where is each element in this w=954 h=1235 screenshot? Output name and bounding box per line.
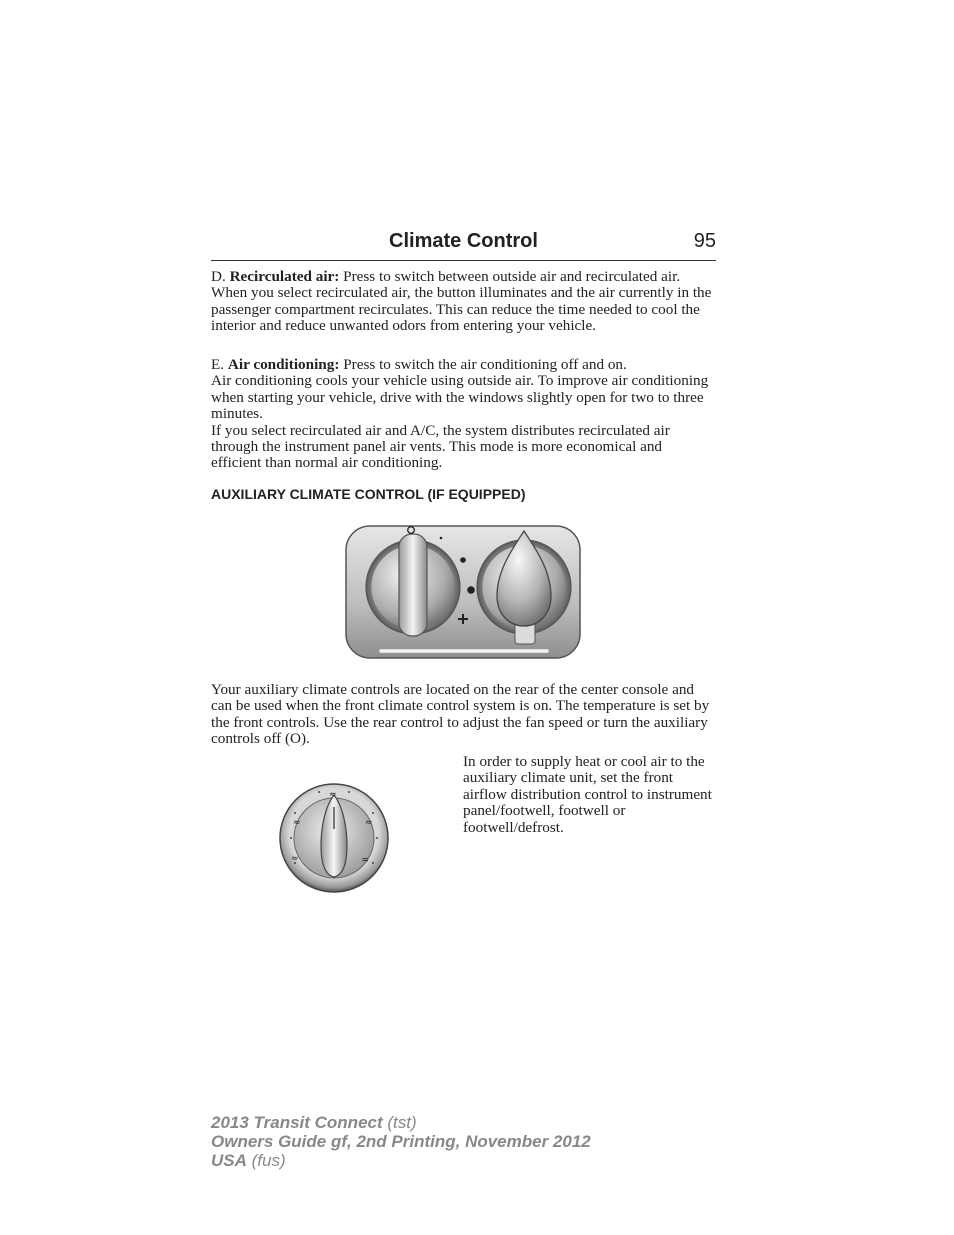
auxiliary-heading: AUXILIARY CLIMATE CONTROL (IF EQUIPPED) <box>211 486 526 502</box>
item-d-prefix: D. <box>211 268 230 285</box>
item-e-term: Air conditioning: <box>227 356 340 373</box>
item-e-block <box>211 357 716 472</box>
page-footer <box>211 1113 591 1170</box>
item-e-text: Press to switch the air conditioning off and on. <box>339 356 627 373</box>
panel-footwell-icon: ≈ <box>293 818 301 828</box>
footer-market-code: (fus) <box>246 1151 286 1170</box>
fan-speed-medium-dot-icon <box>460 557 466 563</box>
footer-model-code: (tst) <box>382 1113 417 1132</box>
airflow-distribution-knob-illustration <box>277 781 391 895</box>
item-e-paragraph-3: If you select recirculated air and A/C, the system distributes recirculated air through the instrument panel air vents. This mode is more economical and efficient than normal air conditioning. <box>211 421 670 472</box>
item-e-paragraph-2: Air conditioning cools your vehicle using outside air. To improve air conditioning when starting your vehicle, drive with the windows slightly open for two to three minutes. <box>211 372 709 423</box>
item-d-term: Recirculated air: <box>229 268 340 285</box>
footer-market: USA <box>211 1151 247 1170</box>
footer-model: 2013 Transit Connect <box>211 1113 383 1132</box>
footwell-defrost-icon: ≈ <box>291 854 299 864</box>
auxiliary-control-panel-illustration <box>343 522 583 662</box>
fan-speed-high-dot-icon <box>467 586 475 594</box>
footwell-icon: ≈ <box>365 818 373 828</box>
page-number: 95 <box>693 230 716 252</box>
auxiliary-paragraph-2: In order to supply heat or cool air to the auxiliary climate unit, set the front airflow distribution control to instrument panel/footwell, footwell or footwell/defrost. <box>463 753 712 836</box>
fan-speed-low-dot-icon <box>440 537 443 540</box>
page-header <box>211 230 716 261</box>
section-title: Climate Control <box>389 230 538 252</box>
item-d-text: Press to switch between outside air and recirculated air. When you select recirculated air, the button illuminates and the air currently in the passenger compartment recirculates. This can reduce the time needed to cool the interior and reduce unwanted odors from entering your vehicle. <box>211 268 712 335</box>
item-d-paragraph <box>211 269 716 335</box>
item-e-prefix: E. <box>211 356 228 373</box>
defrost-icon: ♒ <box>361 856 370 866</box>
footer-printing: Owners Guide gf, 2nd Printing, November 2012 <box>211 1132 591 1151</box>
panel-vent-icon: ≈ <box>329 790 337 800</box>
auxiliary-paragraph-1: Your auxiliary climate controls are located on the rear of the center console and can be used when the front climate control system is on. The temperature is set by the front controls. Use the rear control to adjust the fan speed or turn the auxiliary controls off (O). <box>211 681 710 748</box>
